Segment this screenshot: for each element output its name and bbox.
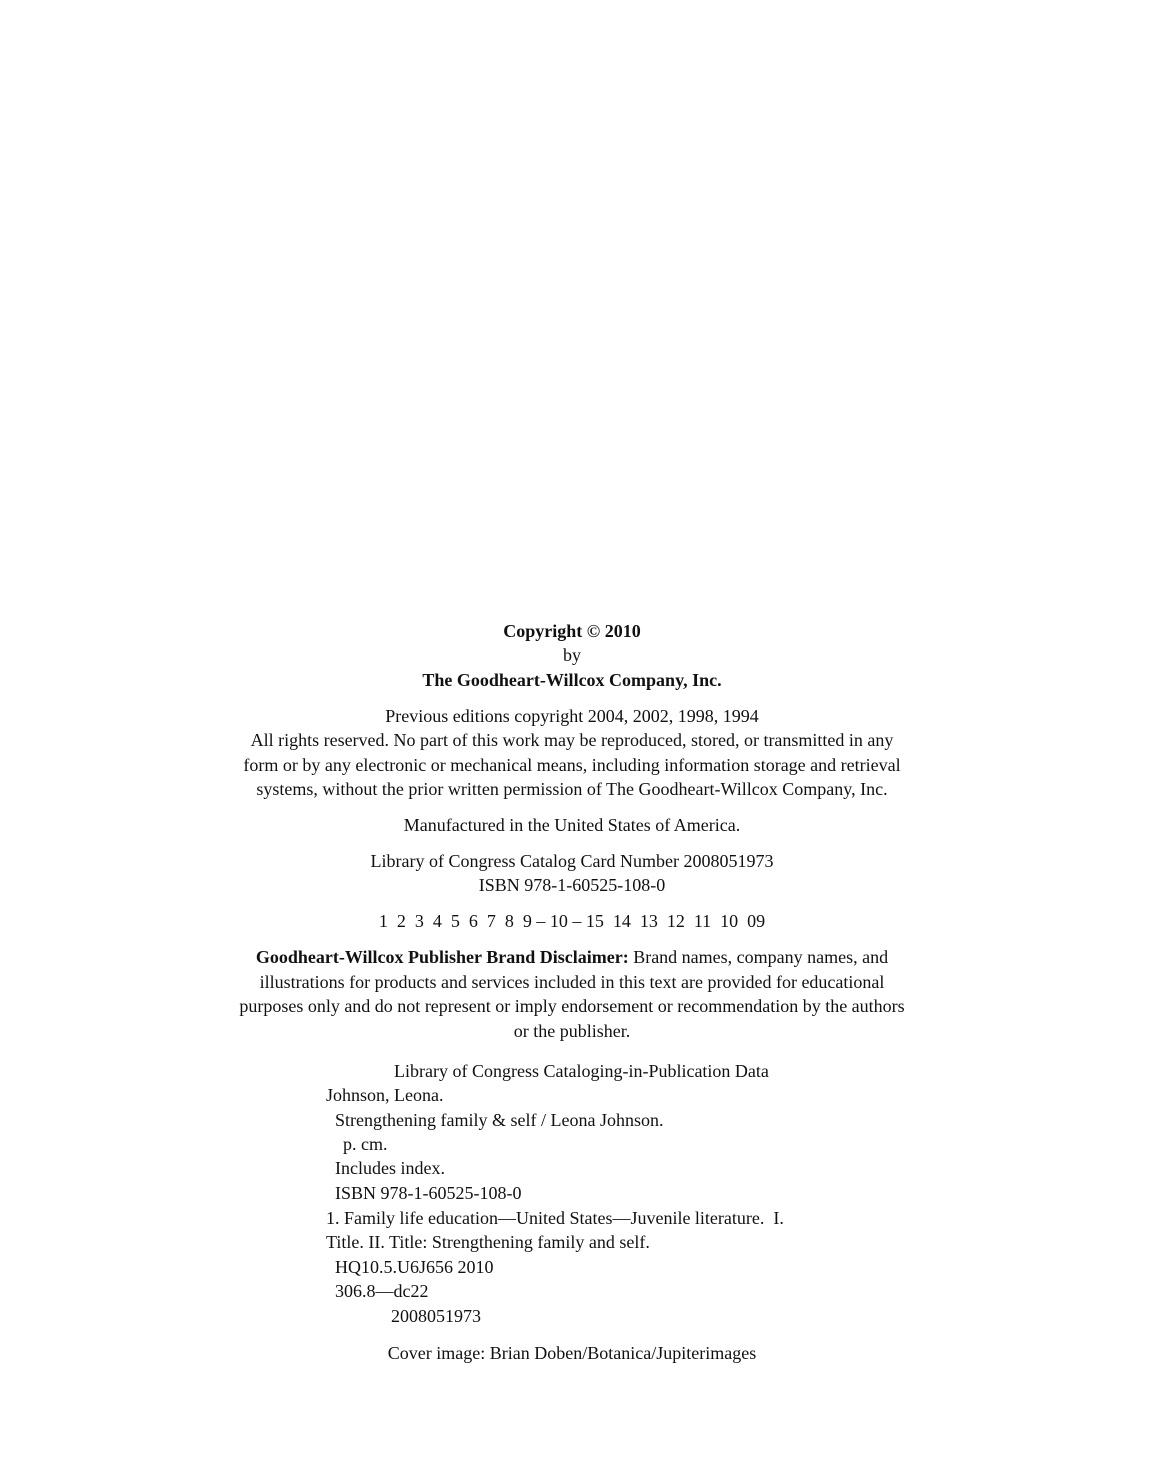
copyright-by: by <box>563 645 581 665</box>
cip-line: Includes index. <box>335 1158 445 1178</box>
cover-image-credit: Cover image: Brian Doben/Botanica/Jupiterimages <box>387 1343 757 1363</box>
disclaimer-line: or the publisher. <box>513 1021 631 1041</box>
cip-heading: Library of Congress Cataloging-in-Publication Data <box>394 1061 769 1081</box>
copyright-year: Copyright © 2010 <box>503 621 641 641</box>
publisher-name-text: The Goodheart-Willcox Company, Inc. <box>422 670 722 690</box>
cip-line: Title. II. Title: Strengthening family and self. <box>326 1232 650 1252</box>
cip-line: 2008051973 <box>391 1306 481 1326</box>
cip-line: ISBN 978-1-60525-108-0 <box>335 1183 522 1203</box>
cip-line: 306.8—dc22 <box>335 1281 429 1301</box>
disclaimer-line <box>172 945 972 969</box>
publisher-name <box>172 668 972 692</box>
copyright-line <box>172 619 972 643</box>
isbn: ISBN 978-1-60525-108-0 <box>478 875 666 895</box>
disclaimer-label: Goodheart-Willcox Publisher Brand Disclaimer: <box>255 947 629 967</box>
disclaimer-line: illustrations for products and services included in this text are provided for educational <box>259 972 885 992</box>
catalog-card-number: Library of Congress Catalog Card Number 2008051973 <box>370 851 774 871</box>
printing-line: 1 2 3 4 5 6 7 8 9 – 10 – 15 14 13 12 11 10 09 <box>378 911 766 931</box>
cip-line: HQ10.5.U6J656 2010 <box>335 1257 494 1277</box>
manufactured-statement: Manufactured in the United States of America. <box>403 815 741 835</box>
cip-line: Johnson, Leona. <box>326 1085 444 1105</box>
rights-line: Previous editions copyright 2004, 2002, 1998, 1994 <box>385 706 759 726</box>
cip-line: 1. Family life education—United States—Juvenile literature. I. <box>326 1208 784 1228</box>
cip-line: p. cm. <box>343 1134 388 1154</box>
disclaimer-text: Brand names, company names, and <box>628 947 889 967</box>
rights-line: systems, without the prior written permission of The Goodheart-Willcox Company, Inc. <box>256 779 888 799</box>
rights-line: All rights reserved. No part of this work may be reproduced, stored, or transmitted in any <box>250 730 894 750</box>
rights-line: form or by any electronic or mechanical means, including information storage and retrieval <box>243 755 901 775</box>
cip-line: Strengthening family & self / Leona Johnson. <box>335 1110 664 1130</box>
disclaimer-line: purposes only and do not represent or imply endorsement or recommendation by the authors <box>239 996 905 1016</box>
